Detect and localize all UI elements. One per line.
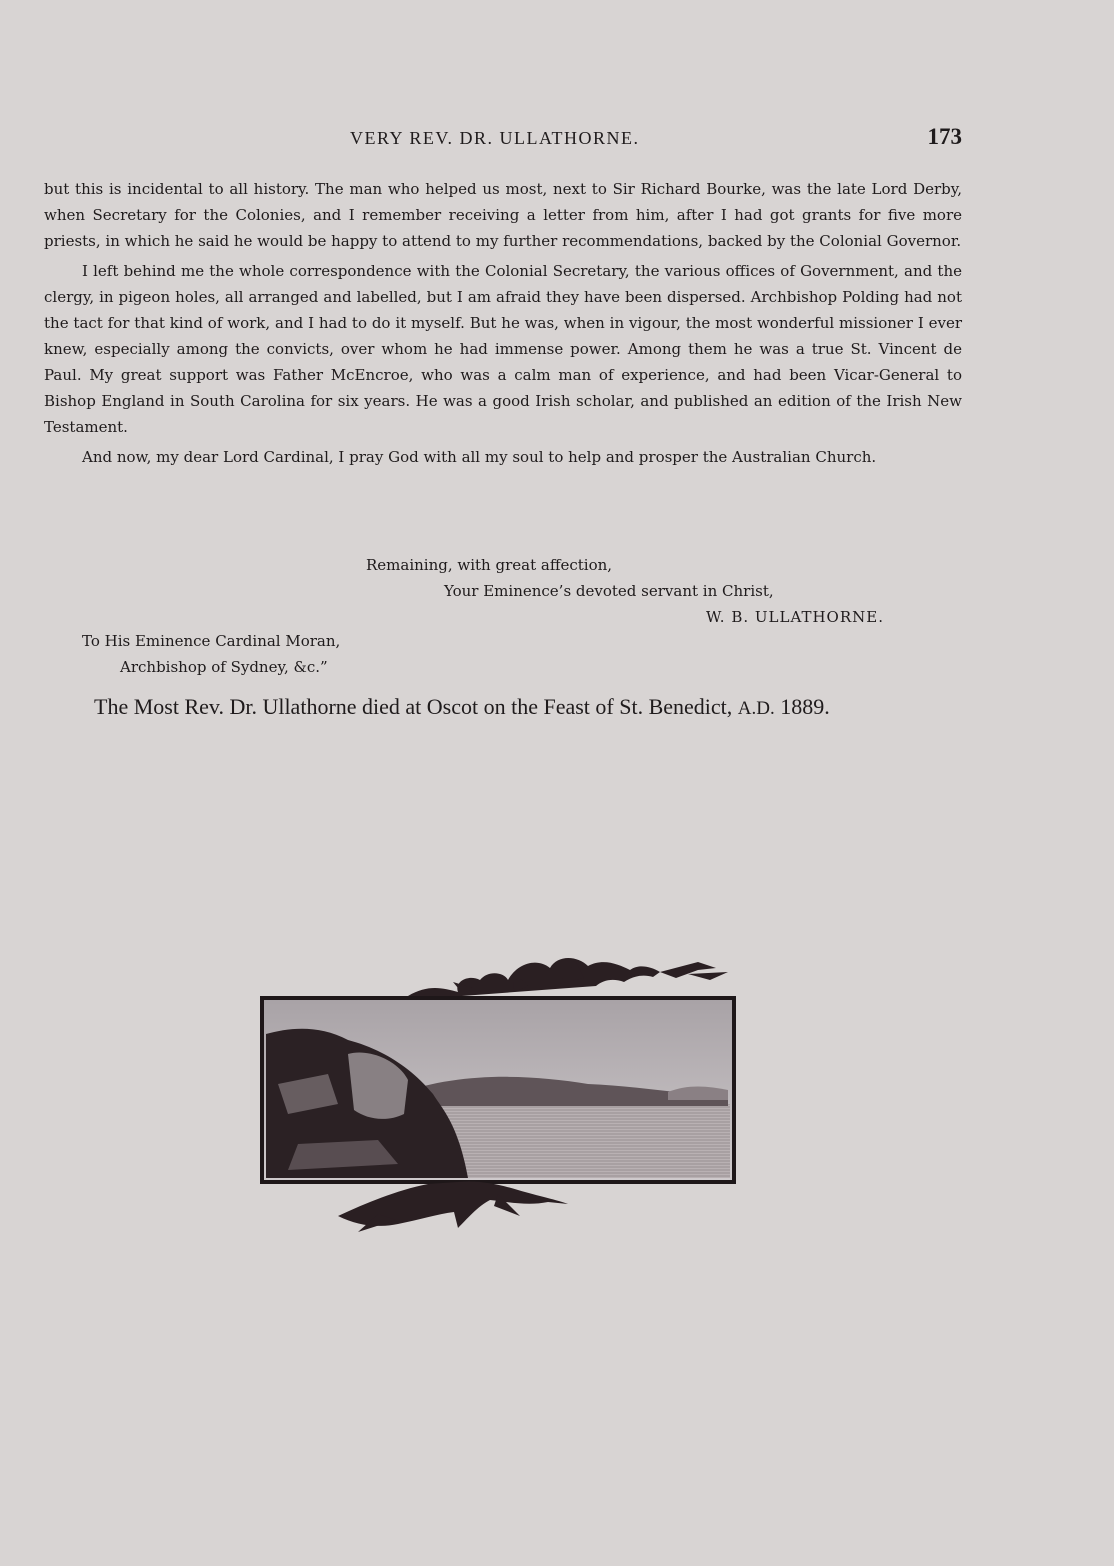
paragraph-3: And now, my dear Lord Cardinal, I pray God with all my soul to help and prosper the Australian Church. (82, 448, 877, 466)
death-note-era: A.D. (737, 698, 775, 719)
letter-body (44, 176, 962, 474)
death-note-text: The Most Rev. Dr. Ullathorne died at Oscot on the Feast of St. Benedict, (94, 694, 733, 719)
paragraph-2: I left behind me the whole correspondence with the Colonial Secretary, the various offices of Government, and the clergy, in pigeon holes, all arranged and labelled, but I am afraid they have been dispersed. Archbishop Polding had not the tact for that kind of work, and I had to do it myself. But he was, when in vigour, the most wonderful missioner I ever knew, especially among the convicts, over whom he had immense power. Among them he was a true St. Vincent de Paul. My great support was Father McEncroe, who was a calm man of experience, and had been Vicar-General to Bishop England in South Carolina for six years. He was a good Irish scholar, and published an edition of the Irish New Testament. (44, 262, 962, 436)
death-note (44, 690, 962, 726)
address-line-2: Archbishop of Sydney, &c.” (120, 658, 328, 676)
running-title: VERY REV. DR. ULLATHORNE. (350, 128, 640, 148)
paragraph-1: but this is incidental to all history. The man who helped us most, next to Sir Richard Bourke, was the late Lord Derby, when Secretary for the Colonies, and I remember receiving a letter from him, after I had got grants for five more priests, in which he said he would be happy to attend to my further recommendations, backed by the Colonial Governor. (44, 180, 962, 250)
closing-line-2: Your Eminence’s devoted servant in Christ, (444, 582, 774, 600)
top-foliage-ornament (408, 958, 728, 1000)
closing-line-1: Remaining, with great affection, (366, 556, 613, 574)
coastal-vignette-engraving (258, 944, 738, 1234)
bottom-foliage-ornament (338, 1181, 568, 1232)
page-number: 173 (927, 124, 962, 149)
death-note-year: 1889. (780, 694, 830, 719)
signature: W. B. ULLATHORNE. (706, 608, 884, 626)
address-line-1: To His Eminence Cardinal Moran, (82, 632, 341, 650)
